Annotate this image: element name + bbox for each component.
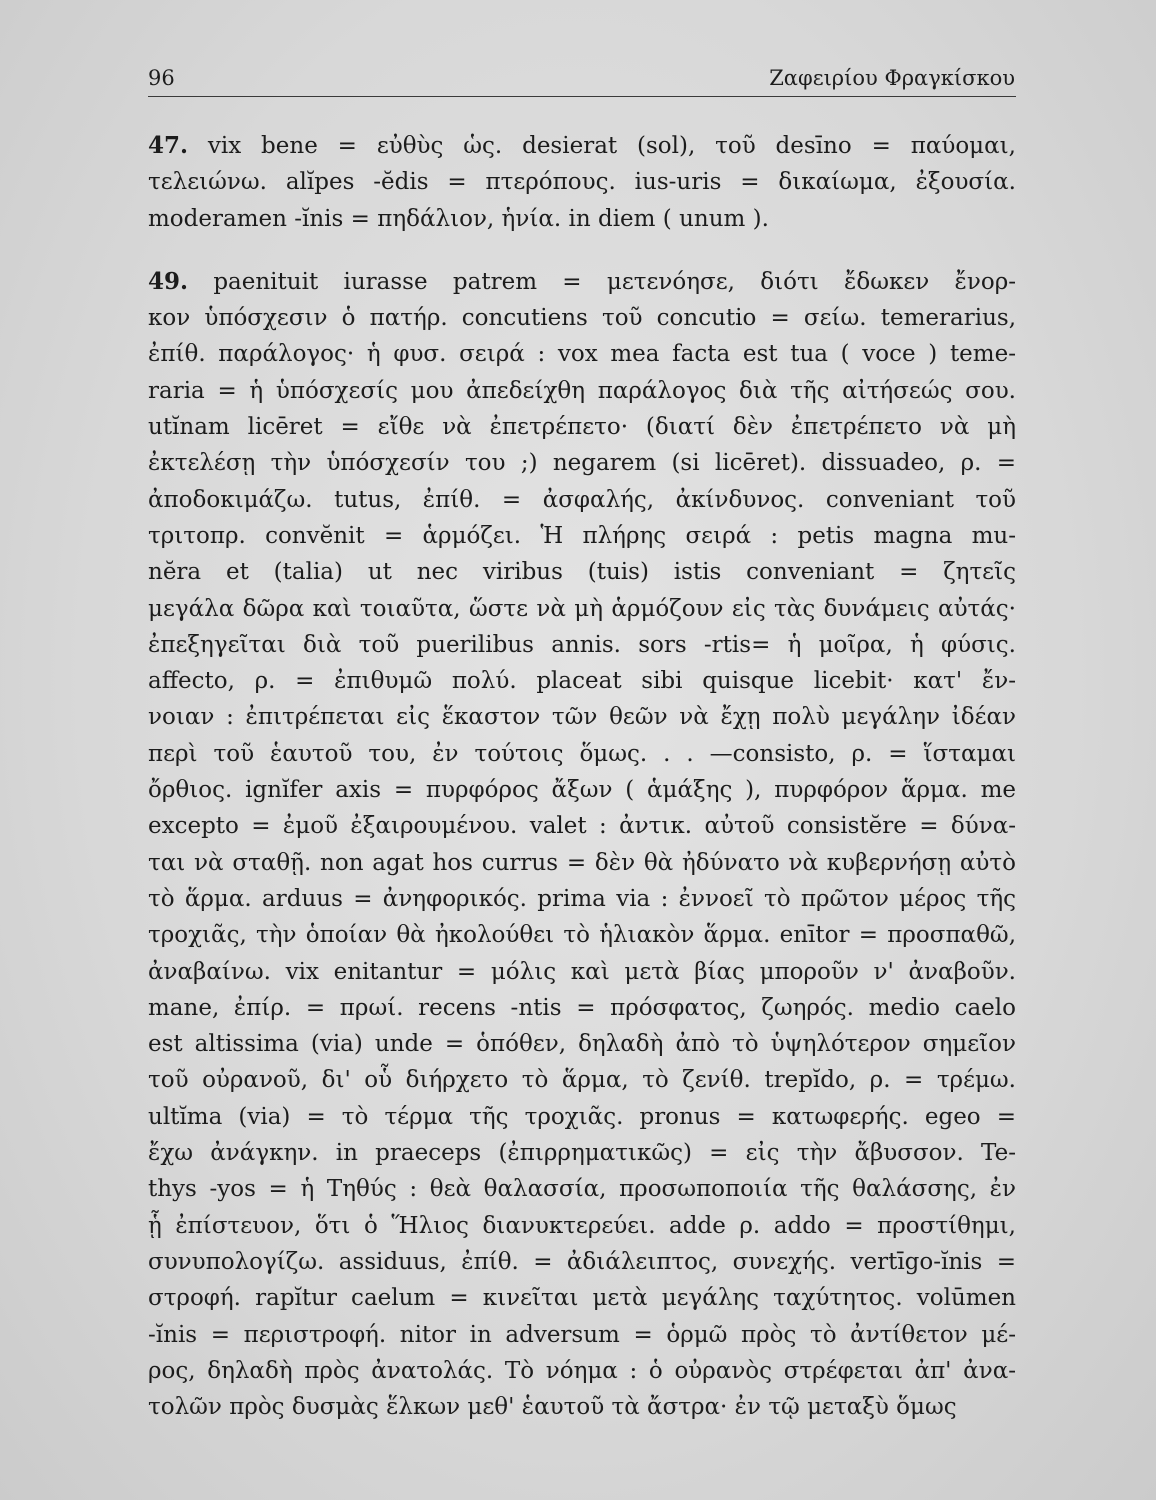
text-line: συνυπολογίζω. assiduus, ἐπίθ. = ἀδιάλειπτος, συνεχής. vertīgo-ĭnis = <box>148 1248 1016 1275</box>
text-line: ρος, δηλαδὴ πρὸς ἀνατολάς. Τὸ νόημα : ὁ οὐρανὸς στρέφεται ἀπ' ἀνα- <box>148 1357 1016 1384</box>
text-line: ᾗ ἐπίστευον, ὅτι ὁ Ἥλιος διανυκτερεύει. adde ρ. addo = προστίθημι, <box>148 1212 1016 1239</box>
text-line: ἐκτελέσῃ τὴν ὑπόσχεσίν του ;) negarem (si licēret). dissuadeo, ρ. = <box>148 450 1016 477</box>
text-line: affecto, ρ. = ἐπιθυμῶ πολύ. placeat sibi quisque licebit· κατ' ἔν- <box>148 668 1016 695</box>
page-number: 96 <box>148 66 175 90</box>
paragraph-47 <box>148 128 1016 237</box>
text-line: ultĭma (via) = τὸ τέρμα τῆς τροχιᾶς. pronus = κατωφερής. egeo = <box>148 1103 1016 1130</box>
text-line <box>148 264 1016 300</box>
text-line: -ĭnis = περιστροφή. nitor in adversum = ὁρμῶ πρὸς τὸ ἀντίθετον μέ- <box>148 1321 1016 1348</box>
body-text <box>148 128 1016 1425</box>
text-line: est altissima (via) unde = ὁπόθεν, δηλαδὴ ἀπὸ τὸ ὑψηλότερον σημεῖον <box>148 1031 1016 1058</box>
paragraph-number: 47. <box>148 132 189 159</box>
text-line: excepto = ἐμοῦ ἐξαιρουμένου. valet : ἀντικ. αὐτοῦ consistĕre = δύνα- <box>148 813 1016 840</box>
text-line: ὄρθιος. ignĭfer axis = πυρφόρος ἄξων ( ἁμάξης ), πυρφόρον ἅρμα. me <box>148 777 1016 804</box>
text-line: τοῦ οὐρανοῦ, δι' οὗ διήρχετο τὸ ἅρμα, τὸ ζενίθ. trepĭdo, ρ. = τρέμω. <box>148 1067 1016 1094</box>
running-title: Ζαφειρίου Φραγκίσκου <box>769 66 1015 90</box>
text-line: ἐπίθ. παράλογος· ἡ φυσ. σειρά : vox mea facta est tua ( voce ) teme- <box>148 341 1016 368</box>
text-line: ἐπεξηγεῖται διὰ τοῦ puerilibus annis. sors -rtis= ἡ μοῖρα, ἡ φύσις. <box>148 631 1016 658</box>
paragraph-49 <box>148 264 1016 1426</box>
paragraph-number: 49. <box>148 267 189 295</box>
running-head <box>148 62 1015 94</box>
text-line: μεγάλα δῶρα καὶ τοιαῦτα, ὥστε νὰ μὴ ἁρμόζουν εἰς τὰς δυνάμεις αὐτάς· <box>148 595 1016 622</box>
text-line: περὶ τοῦ ἑαυτοῦ του, ἐν τούτοις ὅμως. . . —consisto, ρ. = ἵσταμαι <box>148 740 1016 767</box>
text-line: στροφή. rapĭtur caelum = κινεῖται μετὰ μεγάλης ταχύτητος. volūmen <box>148 1285 1016 1312</box>
text-line: τριτοπρ. convĕnit = ἁρμόζει. Ἡ πλήρης σειρά : petis magna mu- <box>148 522 1016 549</box>
text-line: mane, ἐπίρ. = πρωί. recens -ntis = πρόσφατος, ζωηρός. medio caelo <box>148 994 1016 1021</box>
header-rule <box>148 96 1016 97</box>
text-line: τὸ ἅρμα. arduus = ἀνηφορικός. prima via : ἐννοεῖ τὸ πρῶτον μέρος τῆς <box>148 885 1016 912</box>
text-line: ται νὰ σταθῇ. non agat hos currus = δὲν θὰ ἠδύνατο νὰ κυβερνήσῃ αὐτὸ <box>148 849 1016 876</box>
text-line: τελειώνω. alĭpes -ĕdis = πτερόπους. ius-uris = δικαίωμα, ἐξουσία. <box>148 169 1016 196</box>
text-line: utĭnam licēret = εἴθε νὰ ἐπετρέπετο· (διατί δὲν ἐπετρέπετο νὰ μὴ <box>148 414 1016 441</box>
line-text: paenituit iurasse patrem = μετενόησε, διότι ἔδωκεν ἔνορ- <box>188 268 1016 295</box>
text-line: thys -yos = ἡ Τηθύς : θεὰ θαλασσία, προσωποποιία τῆς θαλάσσης, ἐν <box>148 1176 1016 1203</box>
text-line: ἀναβαίνω. vix enitantur = μόλις καὶ μετὰ βίας μποροῦν ν' ἀναβοῦν. <box>148 958 1016 985</box>
text-line: ἔχω ἀνάγκην. in praeceps (ἐπιρρηματικῶς) = εἰς τὴν ἄβυσσον. Te- <box>148 1140 1016 1167</box>
text-line: raria = ἡ ὑπόσχεσίς μου ἀπεδείχθη παράλογος διὰ τῆς αἰτήσεώς σου. <box>148 377 1016 404</box>
text-line: nĕra et (talia) ut nec viribus (tuis) istis conveniant = ζητεῖς <box>148 559 1016 586</box>
text-line <box>148 128 1016 164</box>
text-line: ἀποδοκιμάζω. tutus, ἐπίθ. = ἀσφαλής, ἀκίνδυνος. conveniant τοῦ <box>148 486 1016 513</box>
text-line: τροχιᾶς, τὴν ὁποίαν θὰ ἠκολούθει τὸ ἡλιακὸν ἅρμα. enītor = προσπαθῶ, <box>148 922 1016 949</box>
text-line: κον ὑπόσχεσιν ὁ πατήρ. concutiens τοῦ concutio = σείω. temerarius, <box>148 305 1016 332</box>
text-line: moderamen -ĭnis = πηδάλιον, ἡνία. in diem ( unum ). <box>148 205 769 232</box>
text-line: νοιαν : ἐπιτρέπεται εἰς ἕκαστον τῶν θεῶν νὰ ἔχῃ πολὺ μεγάλην ἰδέαν <box>148 704 1016 731</box>
text-line: τολῶν πρὸς δυσμὰς ἕλκων μεθ' ἑαυτοῦ τὰ ἄστρα· ἐν τῷ μεταξὺ ὅμως <box>148 1394 957 1421</box>
line-text: vix bene = εὐθὺς ὡς. desierat (sol), τοῦ desīno = παύομαι, <box>188 133 1016 159</box>
